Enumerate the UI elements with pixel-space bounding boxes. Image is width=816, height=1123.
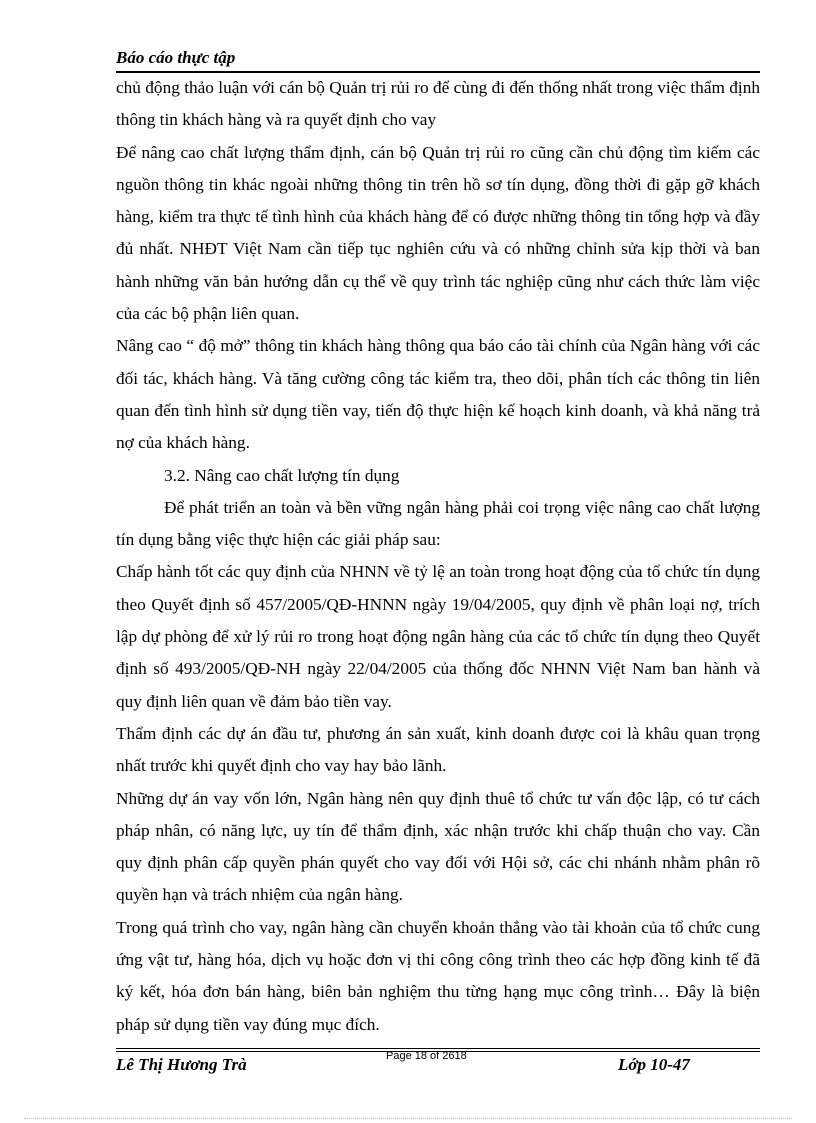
section-heading: 3.2. Nâng cao chất lượng tín dụng [164,465,400,485]
paragraph-continuation: chủ động thảo luận với cán bộ Quản trị rủi ro để cùng đi đến thống nhất trong việc thẩm định thông tin khách hàng và ra quyết định cho vay [116,78,760,130]
paragraph-appraisal-quality: Để nâng cao chất lượng thẩm định, cán bộ Quản trị rủi ro cũng cần chủ động tìm kiếm các nguồn thông tin khác ngoài những thông tin trên hồ sơ tín dụng, đồng thời đi gặp gỡ khách hàng, kiểm tra thực tế tình hình của khách hàng để có được những thông tin tổng hợp và đầy đủ nhất. NHĐT Việt Nam cần tiếp tục nghiên cứu và có những chỉnh sửa kịp thời và ban hành những văn bản hướng dẫn cụ thể về quy trình tác nghiệp cũng như cách thức làm việc của các bộ phận liên quan. [116,142,760,324]
paragraph-large-projects: Những dự án vay vốn lớn, Ngân hàng nên quy định thuê tổ chức tư vấn độc lập, có tư cách pháp nhân, có năng lực, uy tín để thẩm định, xác nhận trước khi chấp thuận cho vay. Cần quy định phân cấp quyền phán quyết cho vay đối với Hội sở, các chi nhánh nhằm phân rõ quyền hạn và trách nhiệm của ngân hàng. [116,788,760,905]
paragraph-intro: Để phát triển an toàn và bền vững ngân hàng phải coi trọng việc nâng cao chất lượng tín dụng bằng việc thực hiện các giải pháp sau: [116,497,760,550]
footer-author: Lê Thị Hương Trà [116,1055,247,1074]
footer-divider-top [116,1048,760,1049]
paragraph-loan-disbursement: Trong quá trình cho vay, ngân hàng cần chuyển khoản thẳng vào tài khoản của tổ chức cung ứng vật tư, hàng hóa, dịch vụ hoặc đơn vị thi công công trình theo các hợp đồng kinh tế đã ký kết, hóa đơn bán hàng, biên bản nghiệm thu từng hạng mục công trình… Đây là biện pháp sử dụng tiền vay đúng mục đích. [116,917,760,1034]
document-body [116,72,760,1041]
paragraph-project-appraisal: Thẩm định các dự án đầu tư, phương án sản xuất, kinh doanh được coi là khâu quan trọng nhất trước khi quyết định cho vay hay bảo lãnh. [116,723,760,776]
footer-class: Lớp 10-47 [618,1055,690,1074]
page-header-title: Báo cáo thực tập [116,48,236,67]
footer-page-number: Page 18 of 2618 [386,1050,467,1062]
paragraph-compliance: Chấp hành tốt các quy định của NHNN về tỷ lệ an toàn trong hoạt động của tổ chức tín dụng theo Quyết định số 457/2005/QĐ-HNNN ngày 19/04/2005, quy định về phân loại nợ, trích lập dự phòng để xử lý rủi ro trong hoạt động ngân hàng của các tổ chức tín dụng theo Quyết định số 493/2005/QĐ-NH ngày 22/04/2005 của thống đốc NHNN Việt Nam ban hành và quy định liên quan về đảm bảo tiền vay. [116,562,760,711]
page-bottom-border [24,1118,792,1119]
paragraph-openness: Nâng cao “ độ mở” thông tin khách hàng thông qua báo cáo tài chính của Ngân hàng với các đối tác, khách hàng. Và tăng cường công tác kiểm tra, theo dõi, phân tích các thông tin liên quan đến tình hình sử dụng tiền vay, tiến độ thực hiện kế hoạch kinh doanh, và khả năng trả nợ của khách hàng. [116,336,760,453]
